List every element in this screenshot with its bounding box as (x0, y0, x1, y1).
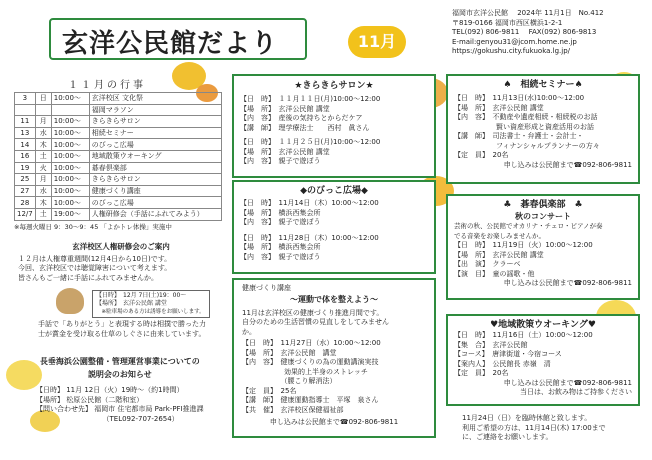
salon-line: 【内 容】 産後の気持ちとからだケア (240, 114, 363, 122)
event-time: 10:00～ (51, 93, 89, 105)
go-intro: でる音楽をお楽しみませんか。 (454, 231, 545, 240)
event-name: のびっこ広場 (89, 197, 221, 209)
event-date: 25 (15, 174, 36, 186)
info-line: 福岡市玄洋公民館 2024年 11月1日 No.412 (452, 9, 604, 17)
go-line: 【演 目】 童の謡歌・他 (454, 269, 535, 278)
walk-line: 【定 員】 20名 (454, 369, 509, 377)
event-weekday (35, 104, 51, 116)
event-weekday: 木 (35, 197, 51, 209)
event-weekday: 水 (35, 127, 51, 139)
go-line: 【出 演】 クラーベ (454, 260, 521, 268)
park-line: 【問い合わせ先】 福岡市 住宅都市局 Park-PFI推進課 (36, 405, 204, 413)
park-line: 【場所】 松原公民館（二階和室） (36, 395, 144, 404)
event-name: 福岡マラソン (89, 104, 221, 116)
kenko-subtitle: ～運動で体を整えよう～ (290, 294, 378, 304)
event-date: 3 (15, 93, 36, 105)
event-weekday: 土 (35, 208, 51, 220)
event-name: 健康づくり講座 (89, 185, 221, 197)
closing-line: 利用ご希望の方は、11月14日(木) 17:00まで (462, 423, 606, 432)
sozoku-title: ♠ 相続セミナー♠ (503, 80, 583, 90)
event-weekday: 火 (35, 162, 51, 174)
salon-line: 【講 師】 理学療法士 西村 眞さん (240, 123, 370, 132)
events-note: ※毎週火曜日 9：30～9：45 「よかトレ体操」実施中 (14, 223, 172, 231)
month-badge-label: 11月 (357, 32, 397, 51)
event-weekday: 日 (35, 93, 51, 105)
kenko-lines (242, 339, 426, 415)
kenko-line: 効果的上半身のストレッチ (242, 367, 368, 376)
salon-line: 【内 容】 親子で遊ぼう (240, 157, 321, 165)
event-time: 10:00～ (51, 127, 89, 139)
kenko-line: 【講 師】 健康運動指導士 平塚 泉さん (242, 396, 379, 404)
event-time: 10:00～ (51, 116, 89, 128)
event-date: 27 (15, 185, 36, 197)
kenko-intro-line: 11月は玄洋校区の健康づくり推進月間です。 (242, 308, 384, 317)
info-line: TEL(092) 806-9811 FAX(092) 806-9813 (452, 28, 597, 36)
events-table-wrap (14, 92, 222, 221)
event-weekday: 木 (35, 139, 51, 151)
sozoku-panel (446, 74, 640, 184)
event-row (15, 104, 222, 116)
event-time: 19:00～ (51, 208, 89, 220)
event-date (15, 104, 36, 116)
sozoku-line: 【内 容】 不動産や遺産相続・相続税のお話 (454, 113, 598, 121)
nobikko-line: 【日 時】 11月14日（木）10:00～12:00 (240, 199, 379, 207)
events-title: １１月の行事 (68, 80, 146, 91)
event-name: 地域散策ウオーキング (89, 150, 221, 162)
event-row (15, 139, 222, 151)
nobikko-panel (232, 180, 436, 274)
event-time: 10:00～ (51, 162, 89, 174)
events-table (14, 92, 222, 221)
walk-panel (446, 314, 640, 406)
nobikko-line: 【日 時】 11月28日（木）10:00～12:00 (240, 233, 379, 242)
park-subtitle: 説明会のお知らせ (87, 370, 152, 379)
event-row (15, 162, 222, 174)
nobikko-line: 【場 所】 横浜西集会所 (240, 243, 321, 251)
kenko-title: 健康づくり講座 (242, 284, 291, 292)
jinken-footer-line: 手話で「ありがとう」と表現する時は相撲で勝った力 (38, 320, 206, 328)
park-line: 【日時】 11月 12日（火）19時～（約1時間） (36, 386, 184, 394)
kenko-line: 【内 容】 健康づくりの為の運動講演実技 (242, 358, 379, 366)
walk-line: 【日 時】 11月16日（土）10:00～12:00 (454, 331, 593, 339)
info-line: 〒819-0166 福岡市西区横浜1-2-1 (452, 18, 563, 27)
event-row (15, 197, 222, 209)
nobikko-line: 【内 容】 親子で遊ぼう (240, 218, 321, 226)
event-time: 10:00～ (51, 150, 89, 162)
go-line: 【日 時】 11月19日（火）10:00～12:00 (454, 241, 593, 249)
event-time: 10:00～ (51, 174, 89, 186)
event-name: 玄洋校区 文化祭 (89, 93, 221, 105)
go-apply: 申し込みは公民館まで☎092-806-9811 (503, 279, 632, 287)
event-date: 19 (15, 162, 36, 174)
closing-line: 11月24日（日）を臨時休館と致します。 (462, 414, 592, 422)
jinken-detail: ※駐車場のある方は誘導をお願いします。 (96, 309, 205, 315)
salon-line: 【日 時】 １１月２５日(月)10:00～12:00 (240, 138, 381, 146)
dog-illustration (56, 288, 84, 314)
jinken-body: 今回、玄洋校区では聴覚障害について考えます。 (18, 264, 172, 272)
jinken-section (18, 242, 224, 283)
event-date: 16 (15, 150, 36, 162)
event-row (15, 93, 222, 105)
jinken-footer (38, 320, 206, 339)
page-title: 玄洋公民館だより (62, 29, 279, 59)
event-date: 11 (15, 116, 36, 128)
sozoku-line: 【定 員】 20名 (454, 151, 509, 159)
jinken-title: 玄洋校区人権研修会のご案内 (72, 242, 170, 251)
event-weekday: 月 (35, 116, 51, 128)
nobikko-lines (240, 199, 428, 262)
park-title: 長垂海浜公園整備・管理運営事業についての (39, 357, 200, 366)
salon-line: 【場 所】 玄洋公民館 講堂 (240, 104, 330, 113)
park-line: （TEL092-707-2654） (36, 414, 179, 423)
salon-line: 【日 時】 １１月１１日(月)10:00～12:00 (240, 95, 381, 103)
go-line: 【場 所】 玄洋公民館 講堂 (454, 250, 544, 259)
walk-line: 【集 合】 玄洋公民館 (454, 340, 528, 349)
kenko-intro-line: 自分のための生活習慣の見直しをしてみません (242, 318, 389, 326)
walk-title: ♥地域散策ウオーキング♥ (490, 320, 596, 330)
kenko-line: 【日 時】 11月27日（水）10:00～12:00 (242, 339, 381, 347)
kenko-line: （腰こり解消法） (242, 377, 337, 385)
event-time (51, 104, 89, 116)
event-time: 10:00～ (51, 197, 89, 209)
month-badge (348, 26, 406, 58)
kenko-line: 【場 所】 玄洋公民館 講堂 (242, 348, 337, 357)
nobikko-line: 【場 所】 横浜西集会所 (240, 208, 321, 217)
jinken-details (92, 290, 210, 318)
walk-apply: 申し込みは公民館まで☎092-806-9811 (503, 378, 632, 387)
sozoku-apply: 申し込みは公民館まで☎092-806-9811 (503, 160, 632, 169)
salon-lines (240, 95, 428, 167)
go-subtitle: 秋のコンサート (515, 212, 571, 221)
event-time: 10:00～ (51, 185, 89, 197)
event-row (15, 208, 222, 220)
event-date: 28 (15, 197, 36, 209)
event-row (15, 150, 222, 162)
jinken-footer-line: 士が賞金を受け取る仕草のしぐさに由来しています。 (38, 329, 206, 338)
go-intro: 芸術の秋、公民館でオカリナ・チェロ・ピアノが奏 (454, 222, 603, 230)
salon-panel (232, 74, 436, 178)
walk-apply: 当日は、お飲み物はご持参ください (520, 388, 632, 396)
header-info (452, 9, 604, 57)
event-time: 10:00～ (51, 139, 89, 151)
jinken-detail: 【日時】 12月 7日(土)19：00～ (96, 292, 187, 299)
event-date: 14 (15, 139, 36, 151)
event-weekday: 水 (35, 185, 51, 197)
salon-line: 【場 所】 玄洋公民館 講堂 (240, 147, 330, 156)
sozoku-line: 【日 時】 11月13日(水)10:00～12:00 (454, 94, 585, 102)
nobikko-title: ◆のびっこ広場◆ (300, 186, 368, 196)
go-title: ♣ 碁春倶楽部 ♣ (503, 200, 583, 210)
event-name: 相続セミナー (89, 127, 221, 139)
walk-line: 【コース】 唐津街道・今宿コース (454, 350, 562, 358)
jinken-body: １２月は人権尊重週間(12月4日から10日)です。 (18, 254, 172, 263)
park-section (36, 356, 204, 424)
event-name: きらきらサロン (89, 174, 221, 186)
kenko-panel (232, 278, 436, 438)
closing-notice (462, 414, 606, 443)
info-line: https://gokushu.city.fukuoka.lg.jp/ (452, 47, 571, 55)
salon-title: ★きらきらサロン★ (294, 81, 374, 91)
walk-line: 【案内人】 公民館長 赤嶺 清 (454, 359, 551, 368)
closing-line: に、ご連絡をお願いします。 (462, 433, 553, 441)
kenko-line: 【定 員】 25名 (242, 386, 297, 395)
sozoku-lines (454, 94, 632, 161)
jinken-detail: 【場所】 玄洋公民館 講堂 (96, 300, 167, 307)
event-name: のびっこ広場 (89, 139, 221, 151)
event-row (15, 185, 222, 197)
jinken-body: 皆さんもご一緒に手話にふれてみませんか。 (18, 273, 158, 282)
kenko-apply: 申し込みは公民館まで☎092-806-9811 (269, 418, 399, 426)
event-row (15, 127, 222, 139)
event-name: 人権研修会（手話にふれてみよう） (89, 208, 221, 220)
event-date: 12/7 (15, 208, 36, 220)
info-line: E-mail:genyou31@jcom.home.ne.jp (452, 37, 577, 46)
sozoku-line: 【講 師】 司法書士・弁護士・会計士・ (454, 132, 584, 140)
sozoku-line: フィナンシャルプランナーの方々 (454, 141, 600, 150)
go-panel (446, 194, 640, 300)
event-row (15, 116, 222, 128)
event-row (15, 174, 222, 186)
event-date: 13 (15, 127, 36, 139)
kenko-line: 【共 催】 玄洋校区保健福祉部 (242, 405, 344, 414)
sozoku-line: 【場 所】 玄洋公民館 講堂 (454, 103, 544, 112)
event-weekday: 月 (35, 174, 51, 186)
kenko-intro-line: か。 (242, 327, 256, 336)
nobikko-line: 【内 容】 親子で遊ぼう (240, 252, 321, 261)
event-name: 碁春倶楽部 (89, 162, 221, 174)
sozoku-line: 賢い資産形成と資産活用のお話 (454, 122, 594, 131)
event-weekday: 土 (35, 150, 51, 162)
event-name: きらきらサロン (89, 116, 221, 128)
kenko-intro (242, 309, 426, 338)
